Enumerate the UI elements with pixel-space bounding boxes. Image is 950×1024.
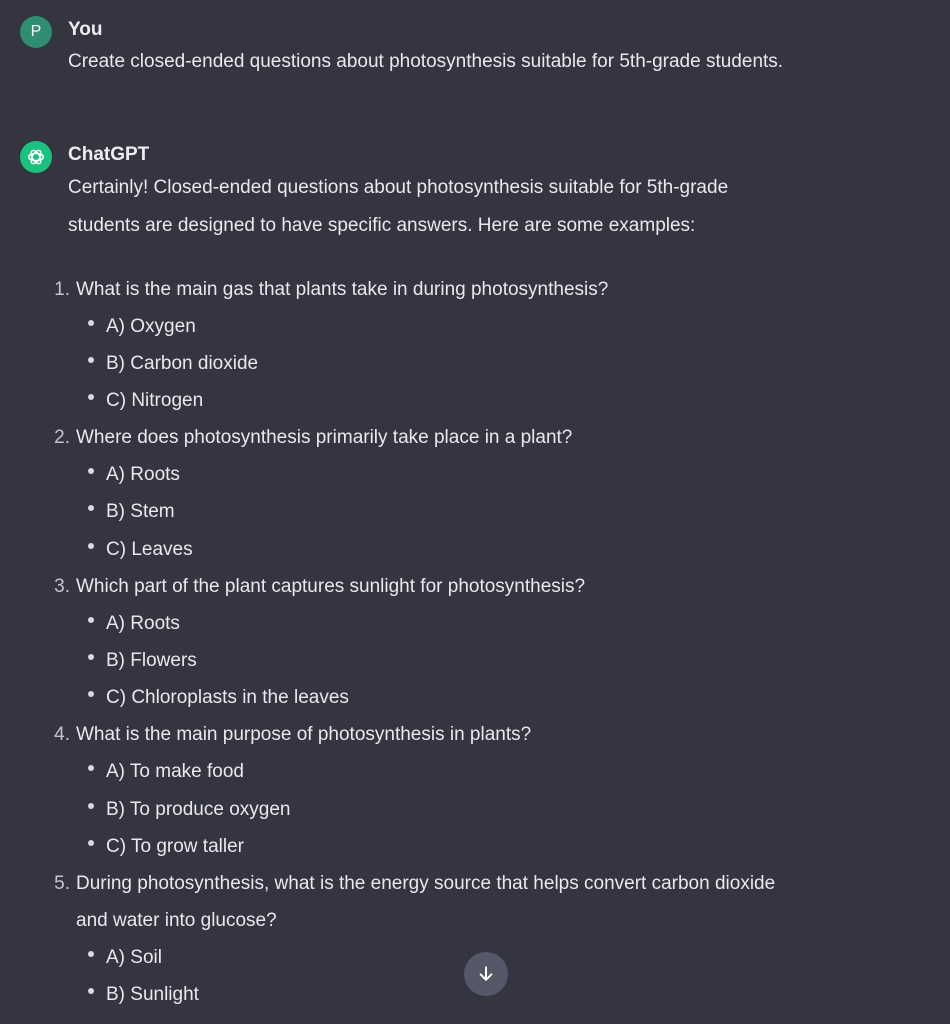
question-text: During photosynthesis, what is the energy source that helps convert carbon dioxide	[76, 873, 776, 894]
bullet-dot	[88, 691, 94, 697]
bullet-dot	[88, 951, 94, 957]
answer-option: B) Sunlight	[106, 984, 199, 1005]
bullet-dot	[88, 543, 94, 549]
bullet-dot	[88, 654, 94, 660]
assistant-author-name: ChatGPT	[68, 144, 150, 165]
question-number: 5.	[54, 873, 70, 894]
user-avatar-letter: P	[30, 23, 42, 40]
answer-option: B) To produce oxygen	[106, 799, 291, 820]
bullet-dot	[88, 803, 94, 809]
chatgpt-avatar	[20, 141, 52, 173]
answer-option: A) To make food	[106, 761, 245, 782]
question-number: 3.	[54, 576, 70, 597]
user-author-name: You	[68, 19, 103, 40]
answer-option: A) Roots	[106, 613, 180, 634]
bullet-dot	[88, 617, 94, 623]
bullet-dot	[88, 394, 94, 400]
answer-option: A) Oxygen	[106, 316, 196, 337]
answer-option: C) Leaves	[106, 539, 193, 560]
answer-option: A) Soil	[106, 947, 162, 968]
answer-option: B) Flowers	[106, 650, 197, 671]
answer-option: C) To grow taller	[106, 836, 244, 857]
answer-option: C) Chloroplasts in the leaves	[106, 687, 349, 708]
question-number: 2.	[54, 427, 70, 448]
question-text-continued: and water into glucose?	[76, 910, 277, 931]
bullet-dot	[88, 840, 94, 846]
question-text: What is the main purpose of photosynthesis in plants?	[76, 724, 532, 745]
question-text: What is the main gas that plants take in during photosynthesis?	[76, 279, 609, 300]
bullet-dot	[88, 320, 94, 326]
answer-option: B) Carbon dioxide	[106, 353, 259, 374]
user-message-text: Create closed-ended questions about photosynthesis suitable for 5th-grade students.	[68, 51, 784, 72]
arrow-down-icon	[476, 964, 496, 984]
bullet-dot	[88, 357, 94, 363]
answer-option: C) Nitrogen	[106, 390, 204, 411]
bullet-dot	[88, 468, 94, 474]
answer-option: A) Roots	[106, 464, 180, 485]
question-number: 4.	[54, 724, 70, 745]
question-text: Where does photosynthesis primarily take place in a plant?	[76, 427, 573, 448]
scroll-to-bottom-button[interactable]	[464, 952, 508, 996]
question-text: Which part of the plant captures sunlight for photosynthesis?	[76, 576, 586, 597]
bullet-dot	[88, 988, 94, 994]
answer-option: B) Stem	[106, 501, 175, 522]
intro-line: students are designed to have specific answers. Here are some examples:	[68, 215, 696, 236]
bullet-dot	[88, 765, 94, 771]
question-number: 1.	[54, 279, 70, 300]
bullet-dot	[88, 505, 94, 511]
openai-logo-icon	[25, 146, 47, 168]
user-avatar	[20, 16, 52, 48]
intro-line: Certainly! Closed-ended questions about photosynthesis suitable for 5th-grade	[68, 177, 729, 198]
